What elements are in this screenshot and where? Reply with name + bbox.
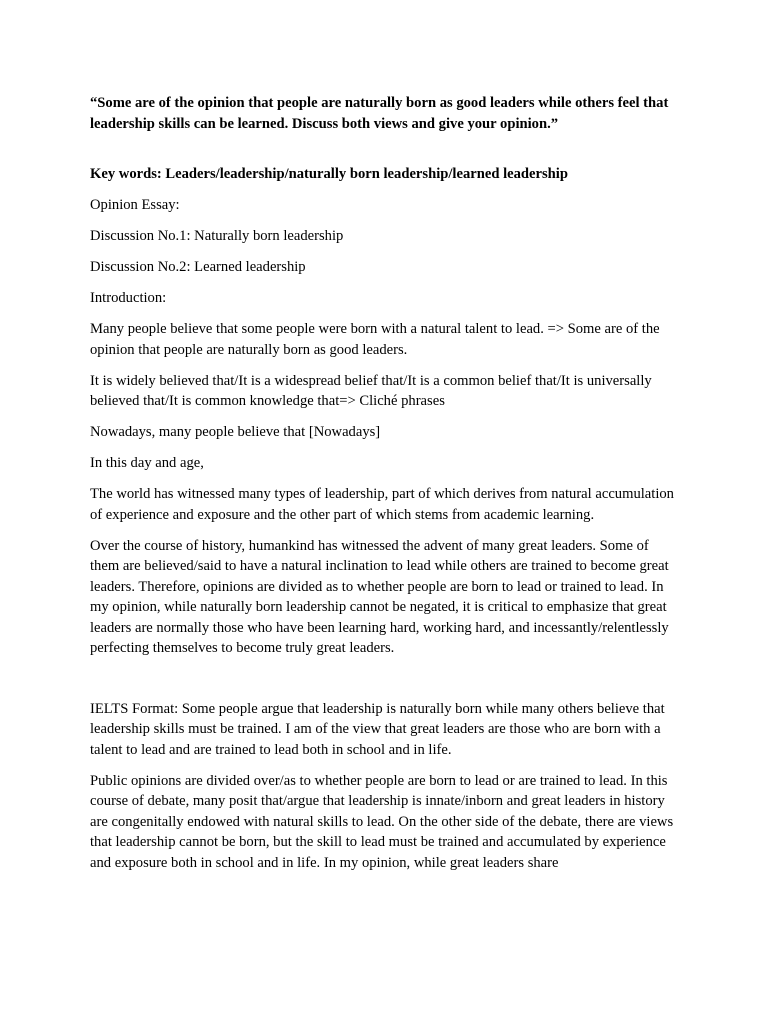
discussion-2: Discussion No.2: Learned leadership xyxy=(90,259,306,275)
paragraph-public-opinions: Public opinions are divided over/as to whether people are born to lead or are trained to lead. In this course of debate, many posit that/argue that leadership is innate/inborn and great leaders in history are congenitally endowed with natural skills to lead. On the other side of the debate, there are views that leadership cannot be born, but the skill to lead must be trained and accumulated by experience and exposure both in school and in life. In my opinion, while great leaders share xyxy=(90,772,674,871)
document-page xyxy=(90,93,680,884)
essay-prompt: “Some are of the opinion that people are naturally born as good leaders while others feel that leadership skills can be learned. Discuss both views and give your opinion.” xyxy=(90,95,669,132)
opinion-essay-label: Opinion Essay: xyxy=(90,197,180,213)
paragraph-course-of-history: Over the course of history, humankind has witnessed the advent of many great leaders. Some of them are believed/said to have a natural inclination to lead while others are trained to become great leaders. Therefore, opinions are divided as to whether people are born to lead or trained to lead. In my opinion, while naturally born leadership cannot be negated, it is critical to emphasize that great leaders are normally those who have been learning hard, working hard, and incessantly/relentlessly perfecting themselves to become truly great leaders. xyxy=(90,537,669,656)
paragraph-natural-talent: Many people believe that some people were born with a natural talent to lead. => Some are of the opinion that people are naturally born as good leaders. xyxy=(90,321,660,358)
discussion-1: Discussion No.1: Naturally born leadership xyxy=(90,228,344,244)
keywords-heading: Key words: Leaders/leadership/naturally born leadership/learned leadership xyxy=(90,166,568,182)
paragraph-this-day-and-age: In this day and age, xyxy=(90,455,204,471)
paragraph-nowadays: Nowadays, many people believe that [Nowadays] xyxy=(90,424,381,440)
paragraph-types-of-leadership: The world has witnessed many types of leadership, part of which derives from natural accumulation of experience and exposure and the other part of which stems from academic learning. xyxy=(90,486,674,523)
introduction-label: Introduction: xyxy=(90,290,167,306)
paragraph-ielts-format: IELTS Format: Some people argue that leadership is naturally born while many others believe that leadership skills must be trained. I am of the view that great leaders are those who are born with a talent to lead and are trained to lead both in school and in life. xyxy=(90,700,665,758)
paragraph-cliche-phrases: It is widely believed that/It is a widespread belief that/It is a common belief that/It is universally believed that/It is common knowledge that=> Cliché phrases xyxy=(90,372,652,409)
